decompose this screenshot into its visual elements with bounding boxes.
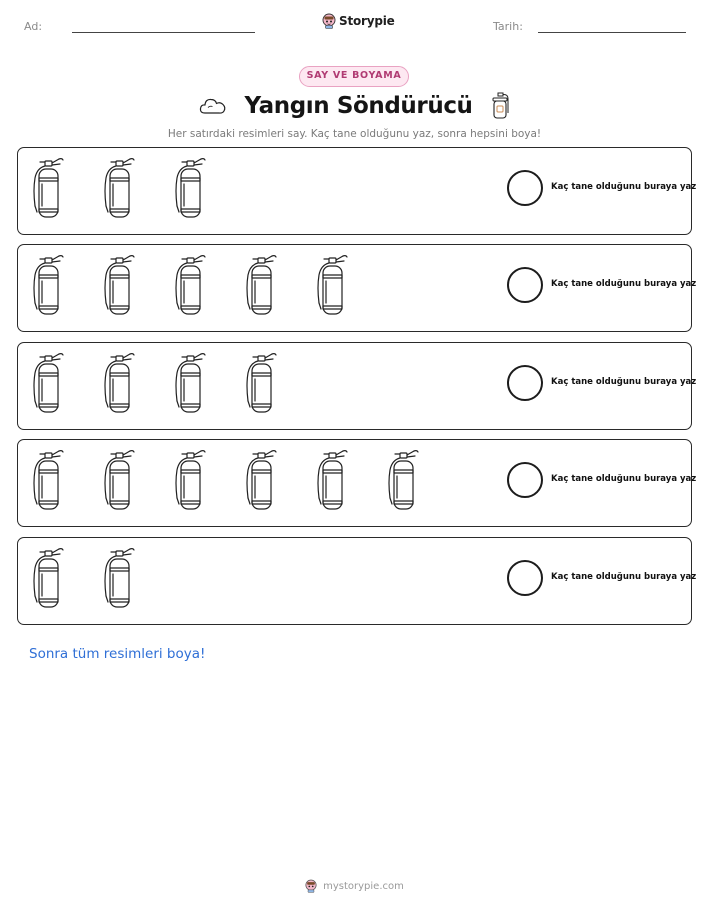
fire-extinguisher-icon <box>28 448 68 512</box>
counting-row <box>17 147 697 235</box>
fire-extinguisher-icon <box>241 351 281 415</box>
footer-url: mystorypie.com <box>323 880 404 892</box>
extinguisher-icon <box>489 91 511 121</box>
answer-label: Kaç tane olduğunu buraya yaz <box>551 182 697 192</box>
fire-extinguisher-icon <box>99 351 139 415</box>
fire-extinguisher-icon <box>241 253 281 317</box>
answer-circle[interactable] <box>507 267 543 303</box>
counting-row <box>17 244 697 332</box>
page-title: Yangın Söndürücü <box>244 93 473 119</box>
answer-circle[interactable] <box>507 462 543 498</box>
footer <box>0 879 709 893</box>
activity-badge: SAY VE BOYAMA <box>299 66 409 87</box>
fire-extinguisher-icon <box>28 351 68 415</box>
fire-extinguisher-icon <box>170 448 210 512</box>
fire-extinguisher-icon <box>383 448 423 512</box>
storypie-logo-icon <box>322 13 336 29</box>
storypie-logo-icon <box>305 879 317 893</box>
date-label: Tarih: <box>493 20 523 33</box>
answer-label: Kaç tane olduğunu buraya yaz <box>551 279 697 289</box>
brand-name: Storypie <box>339 14 395 28</box>
answer-circle[interactable] <box>507 170 543 206</box>
fire-extinguisher-icon <box>99 546 139 610</box>
title-row <box>0 91 709 121</box>
fire-extinguisher-icon <box>99 156 139 220</box>
fire-extinguisher-icon <box>241 448 281 512</box>
fire-extinguisher-icon <box>28 156 68 220</box>
fire-extinguisher-icon <box>99 448 139 512</box>
counting-row <box>17 439 697 527</box>
date-line[interactable] <box>538 32 686 33</box>
fire-extinguisher-icon <box>99 253 139 317</box>
instructions-subtitle: Her satırdaki resimleri say. Kaç tane olduğunu yaz, sonra hepsini boya! <box>167 128 542 140</box>
coloring-instruction: Sonra tüm resimleri boya! <box>29 646 206 662</box>
fire-extinguisher-icon <box>170 253 210 317</box>
answer-label: Kaç tane olduğunu buraya yaz <box>551 474 697 484</box>
counting-row <box>17 342 697 430</box>
answer-circle[interactable] <box>507 365 543 401</box>
name-line[interactable] <box>72 32 255 33</box>
cloud-icon <box>198 95 228 117</box>
fire-extinguisher-icon <box>170 156 210 220</box>
fire-extinguisher-icon <box>28 546 68 610</box>
answer-label: Kaç tane olduğunu buraya yaz <box>551 572 697 582</box>
fire-extinguisher-icon <box>312 253 352 317</box>
fire-extinguisher-icon <box>170 351 210 415</box>
fire-extinguisher-icon <box>312 448 352 512</box>
answer-label: Kaç tane olduğunu buraya yaz <box>551 377 697 387</box>
counting-row <box>17 537 697 625</box>
brand-logo <box>322 13 395 29</box>
name-label: Ad: <box>24 20 43 33</box>
fire-extinguisher-icon <box>28 253 68 317</box>
answer-circle[interactable] <box>507 560 543 596</box>
